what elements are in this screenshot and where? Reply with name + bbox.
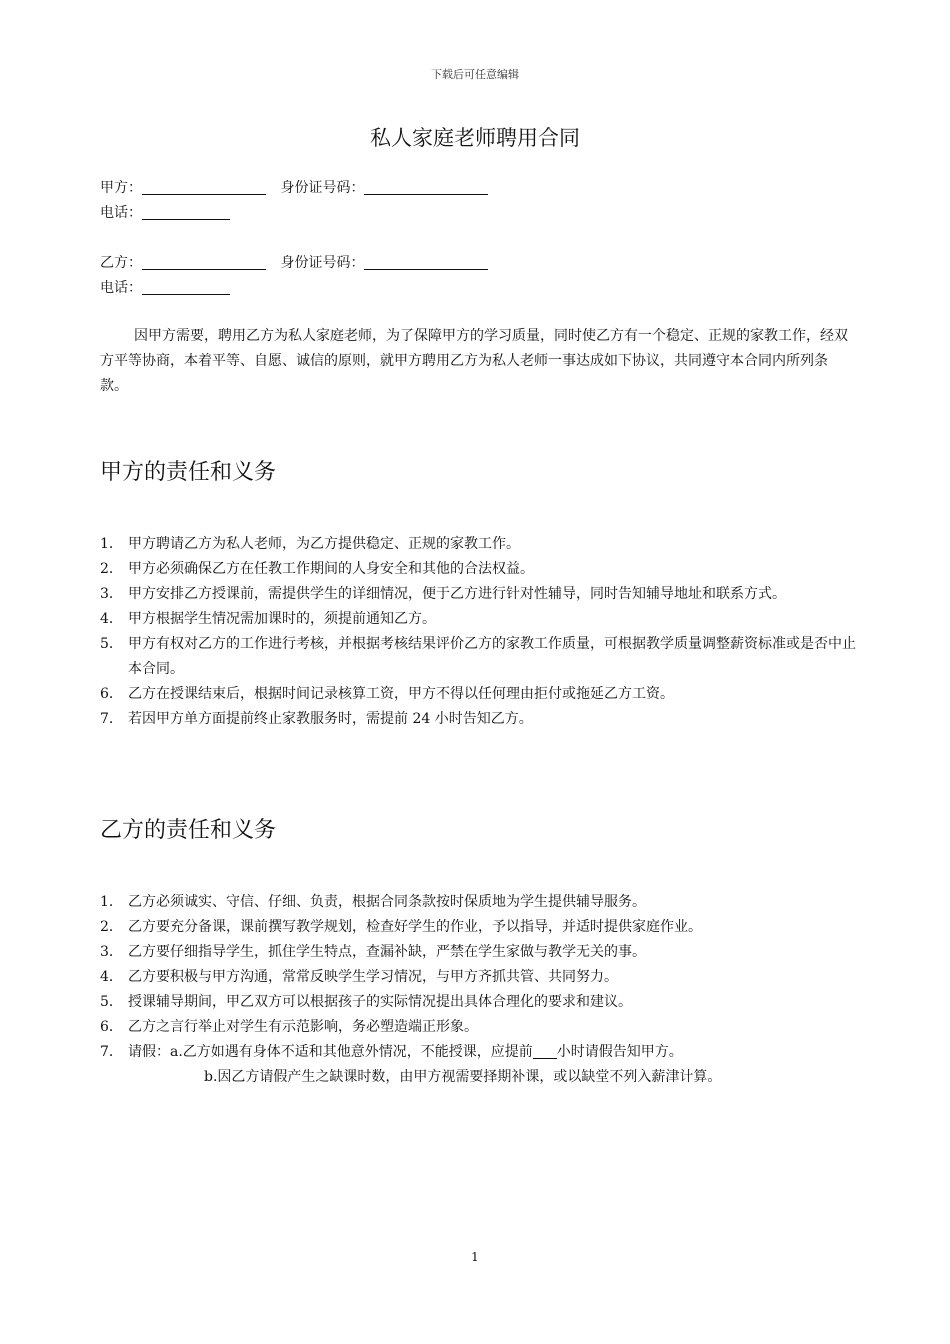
intro-paragraph xyxy=(100,324,848,399)
item-number: 6． xyxy=(100,686,123,702)
item-number: 2． xyxy=(100,561,123,577)
item-text: 乙方要仔细指导学生，抓住学生特点，查漏补缺，严禁在学生家做与教学无关的事。 xyxy=(128,944,646,960)
item-text: 甲方安排乙方授课前，需提供学生的详细情况，便于乙方进行针对性辅导，同时告知辅导地址和联系方式。 xyxy=(128,586,786,602)
item-text: 授课辅导期间，甲乙双方可以根据孩子的实际情况提出具体合理化的要求和建议。 xyxy=(128,994,632,1010)
list-item xyxy=(100,890,860,915)
header-note: 下载后可任意编辑 xyxy=(431,68,519,81)
item-number: 5． xyxy=(100,636,123,652)
item-text: 乙方之言行举止对学生有示范影响，务必塑造端正形象。 xyxy=(128,1019,478,1035)
leave-hours-blank[interactable] xyxy=(533,1044,557,1059)
party-a-phone-label: 电话： xyxy=(100,205,142,221)
list-item xyxy=(100,632,860,682)
party-a-phone-blank[interactable] xyxy=(142,205,230,220)
list-item xyxy=(100,607,860,632)
list-item xyxy=(100,682,860,707)
item-number: 4． xyxy=(100,611,123,627)
item-number: 7． xyxy=(100,1044,123,1060)
party-a-id-label: 身份证号码： xyxy=(280,180,365,196)
party-a-id-blank[interactable] xyxy=(364,180,488,195)
leave-item xyxy=(100,1040,860,1090)
leave-a-prefix: a.乙方如遇有身体不适和其他意外情况，不能授课，应提前 xyxy=(170,1044,533,1060)
section-a-list xyxy=(100,532,860,732)
item-text: 甲方聘请乙方为私人老师，为乙方提供稳定、正规的家教工作。 xyxy=(128,536,520,552)
section-b-heading: 乙方的责任和义务 xyxy=(100,818,277,843)
list-item xyxy=(100,965,860,990)
party-a-phone-line xyxy=(100,202,230,222)
item-number: 1． xyxy=(100,894,123,910)
item-text: 甲方必须确保乙方在任教工作期间的人身安全和其他的合法权益。 xyxy=(128,561,534,577)
party-b-name-line xyxy=(100,252,488,272)
list-item xyxy=(100,532,860,557)
section-a-heading: 甲方的责任和义务 xyxy=(100,460,277,485)
list-item xyxy=(100,582,860,607)
intro-text: 因甲方需要，聘用乙方为私人家庭老师，为了保障甲方的学习质量，同时使乙方有一个稳定、正规的家教工作，经双方平等协商，本着平等、自愿、诚信的原则，就甲方聘用乙方为私人老师一事达成如下协议，共同遵守本合同内所列条款。 xyxy=(100,328,848,394)
leave-b-text: b.因乙方请假产生之缺课时数，由甲方视需要择期补课，或以缺堂不列入薪津计算。 xyxy=(204,1069,722,1085)
item-text: 乙方要充分备课，课前撰写教学规划，检查好学生的作业，予以指导，并适时提供家庭作业。 xyxy=(128,919,702,935)
list-item xyxy=(100,1015,860,1040)
party-b-phone-line xyxy=(100,277,230,297)
section-b-list xyxy=(100,890,860,1090)
item-number: 3． xyxy=(100,944,123,960)
item-text: 乙方在授课结束后，根据时间记录核算工资，甲方不得以任何理由拒付或拖延乙方工资。 xyxy=(128,686,674,702)
party-b-label: 乙方： xyxy=(100,255,142,271)
party-a-name-blank[interactable] xyxy=(142,180,266,195)
page-number: 1 xyxy=(471,1250,479,1264)
party-b-name-blank[interactable] xyxy=(142,255,266,270)
party-b-phone-blank[interactable] xyxy=(142,280,230,295)
item-text: 甲方根据学生情况需加课时的，须提前通知乙方。 xyxy=(128,611,436,627)
item-text: 乙方要积极与甲方沟通，常常反映学生学习情况，与甲方齐抓共管、共同努力。 xyxy=(128,969,618,985)
party-b-id-blank[interactable] xyxy=(364,255,488,270)
document-title: 私人家庭老师聘用合同 xyxy=(370,126,580,150)
leave-a-suffix: 小时请假告知甲方。 xyxy=(556,1044,683,1060)
list-item xyxy=(100,707,860,732)
item-text: 乙方必须诚实、守信、仔细、负责，根据合同条款按时保质地为学生提供辅导服务。 xyxy=(128,894,646,910)
item-number: 5． xyxy=(100,994,123,1010)
leave-label: 请假： xyxy=(128,1044,170,1060)
item-text: 若因甲方单方面提前终止家教服务时，需提前 24 小时告知乙方。 xyxy=(128,711,533,727)
item-number: 3． xyxy=(100,586,123,602)
item-number: 1． xyxy=(100,536,123,552)
party-a-label: 甲方： xyxy=(100,180,142,196)
party-b-id-label: 身份证号码： xyxy=(280,255,365,271)
item-text: 甲方有权对乙方的工作进行考核，并根据考核结果评价乙方的家教工作质量，可根据教学质量调整薪资标准或是否中止本合同。 xyxy=(128,636,856,677)
party-a-name-line xyxy=(100,177,488,197)
list-item xyxy=(100,557,860,582)
item-number: 2． xyxy=(100,919,123,935)
item-number: 7． xyxy=(100,711,123,727)
party-b-phone-label: 电话： xyxy=(100,280,142,296)
list-item xyxy=(100,940,860,965)
list-item xyxy=(100,915,860,940)
list-item xyxy=(100,990,860,1015)
item-number: 6． xyxy=(100,1019,123,1035)
item-number: 4． xyxy=(100,969,123,985)
